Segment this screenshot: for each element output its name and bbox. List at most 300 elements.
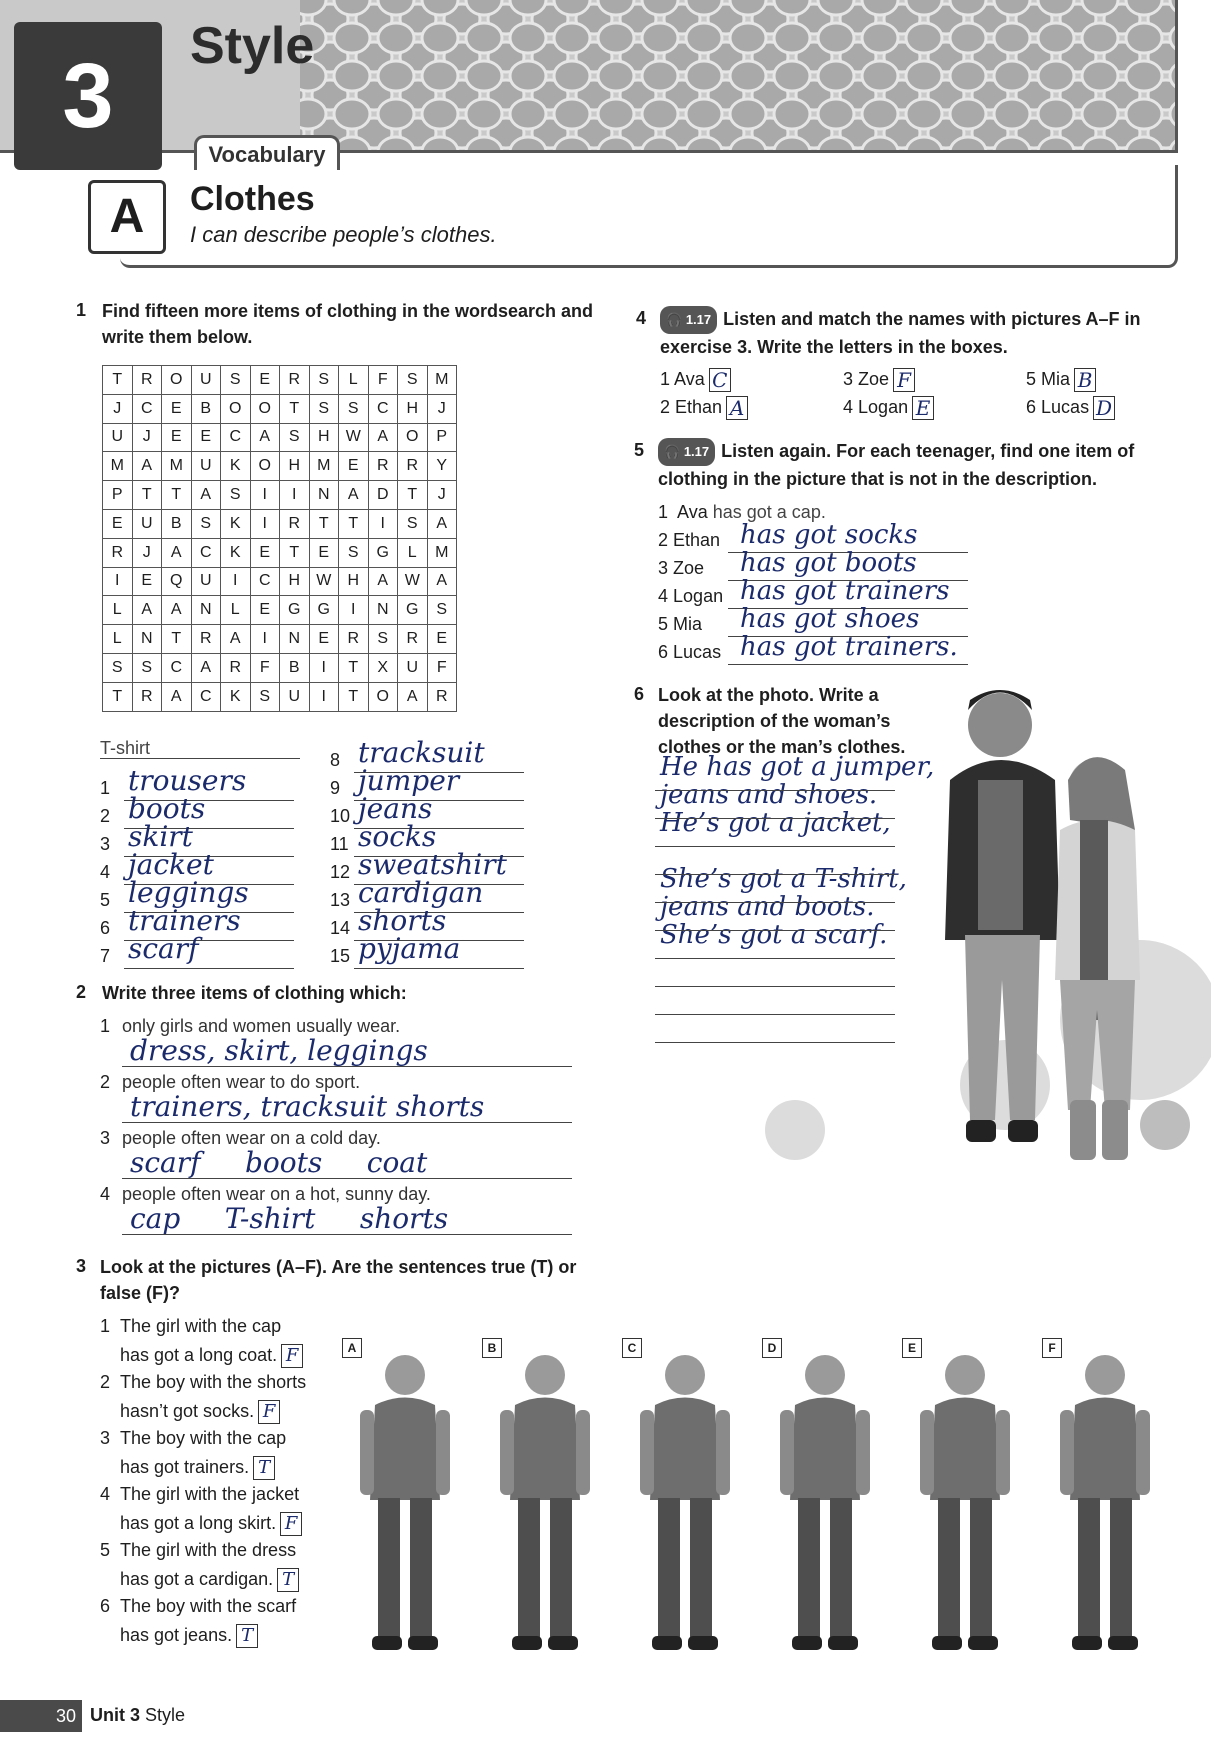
- footer-unit-label: Unit 3: [90, 1705, 141, 1725]
- wordsearch-cell[interactable]: I: [221, 567, 251, 596]
- ex1-answer-number: 15: [330, 946, 351, 966]
- wordsearch-cell[interactable]: S: [132, 653, 162, 682]
- wordsearch-cell[interactable]: E: [309, 625, 339, 654]
- wordsearch-cell[interactable]: J: [132, 538, 162, 567]
- ex1-answer-line[interactable]: [354, 968, 524, 969]
- ex1-answer-number: 3: [100, 834, 111, 854]
- ex3-item-number: 5: [100, 1540, 111, 1560]
- wordsearch-cell[interactable]: I: [368, 509, 398, 538]
- ex4-number: 4: [636, 308, 647, 328]
- ex1-number: 1: [76, 300, 87, 320]
- ex1-instruction: Find fifteen more items of clothing in the wordsearch and write them below.: [102, 301, 594, 347]
- ex6-answer-text: She’s got a scarf.: [660, 920, 888, 950]
- ex3-item-line2: [120, 1344, 303, 1368]
- figure-person: [490, 1340, 600, 1660]
- wordsearch-cell[interactable]: T: [280, 394, 310, 423]
- wordsearch-cell[interactable]: A: [191, 653, 221, 682]
- wordsearch-row: [103, 394, 457, 423]
- ex3-item-line1: The girl with the jacket: [120, 1484, 300, 1504]
- wordsearch-cell[interactable]: A: [191, 481, 221, 510]
- wordsearch-cell[interactable]: E: [309, 538, 339, 567]
- ex2-item-answer: trainers, tracksuit shorts: [130, 1090, 485, 1123]
- wordsearch-cell[interactable]: C: [368, 394, 398, 423]
- wordsearch-cell[interactable]: S: [427, 596, 457, 625]
- ex2-item-number: 3: [100, 1128, 111, 1148]
- wordsearch-cell[interactable]: O: [368, 682, 398, 711]
- wordsearch-cell[interactable]: A: [162, 682, 192, 711]
- wordsearch-cell[interactable]: G: [280, 596, 310, 625]
- wordsearch-cell[interactable]: G: [398, 596, 428, 625]
- wordsearch-row: [103, 538, 457, 567]
- ex3-item-number: 6: [100, 1596, 111, 1616]
- ex4-instruction: Listen and match the names with pictures A–F in exercise 3. Write the letters in the boxes.: [660, 309, 1141, 358]
- wordsearch-cell[interactable]: Y: [427, 452, 457, 481]
- wordsearch-cell[interactable]: I: [280, 481, 310, 510]
- ex4-item: [1026, 368, 1096, 392]
- ex5-item-number: 2: [658, 530, 669, 550]
- unit-number-box: 3: [14, 22, 162, 170]
- wordsearch-cell[interactable]: H: [339, 567, 369, 596]
- ex1-answer-text: sweatshirt: [358, 848, 507, 881]
- ex4-item-name: Zoe: [858, 368, 890, 389]
- ex2-item-number: 1: [100, 1016, 111, 1036]
- ex1-answer-line[interactable]: [124, 968, 294, 969]
- wordsearch-cell[interactable]: T: [103, 366, 133, 395]
- wordsearch-cell[interactable]: M: [427, 538, 457, 567]
- wordsearch-cell[interactable]: M: [309, 452, 339, 481]
- wordsearch-cell[interactable]: K: [221, 452, 251, 481]
- ex5-item: [658, 614, 702, 635]
- ex6-answer-line[interactable]: [655, 930, 895, 931]
- wordsearch-cell[interactable]: W: [339, 423, 369, 452]
- wordsearch-cell[interactable]: B: [191, 394, 221, 423]
- wordsearch-cell[interactable]: T: [339, 682, 369, 711]
- ex5-example-number: 1: [658, 502, 669, 522]
- ex5-item-name: Logan: [673, 586, 724, 606]
- wordsearch-cell[interactable]: H: [280, 452, 310, 481]
- ex2-item-number: 2: [100, 1072, 111, 1092]
- ex3-number: 3: [76, 1256, 87, 1276]
- figure-label: C: [622, 1338, 642, 1358]
- ex5-example-text: has got a cap.: [712, 502, 826, 522]
- ex1-answer-text: scarf: [128, 932, 199, 965]
- wordsearch-cell[interactable]: S: [250, 682, 280, 711]
- wordsearch-cell[interactable]: S: [221, 366, 251, 395]
- wordsearch-cell[interactable]: A: [339, 481, 369, 510]
- lesson-title: Clothes: [190, 180, 315, 218]
- wordsearch-cell[interactable]: A: [162, 596, 192, 625]
- wordsearch-cell[interactable]: A: [250, 423, 280, 452]
- wordsearch-cell[interactable]: R: [427, 682, 457, 711]
- ex1-answer-text: socks: [358, 820, 437, 853]
- wordsearch-cell[interactable]: U: [398, 653, 428, 682]
- ex4-item-name: Mia: [1041, 368, 1071, 389]
- wordsearch-cell[interactable]: S: [339, 394, 369, 423]
- wordsearch-cell[interactable]: S: [103, 653, 133, 682]
- wordsearch-cell[interactable]: Q: [162, 567, 192, 596]
- ex4-answer-box[interactable]: F: [893, 368, 915, 392]
- ex6-answer-line[interactable]: [655, 1014, 895, 1015]
- wordsearch-cell[interactable]: E: [132, 567, 162, 596]
- ex6-instruction: Look at the photo. Write a description of the woman’s clothes or the man’s clothes.: [658, 685, 906, 757]
- ex5-item-answer: has got boots: [740, 548, 917, 578]
- ex3-item-text: has got a long skirt.: [120, 1512, 277, 1533]
- ex1-answer-text: jumper: [358, 764, 460, 797]
- ex6-answer-line[interactable]: [655, 790, 895, 791]
- wordsearch-cell[interactable]: R: [191, 625, 221, 654]
- ex2-answer-line[interactable]: [122, 1066, 572, 1067]
- ex5-item-answer: has got shoes: [740, 604, 920, 634]
- wordsearch-cell[interactable]: F: [427, 653, 457, 682]
- wordsearch-cell[interactable]: L: [398, 538, 428, 567]
- ex1-answer-number: 4: [100, 862, 111, 882]
- wordsearch-cell[interactable]: E: [162, 423, 192, 452]
- ex6-answer-text: He’s got a jacket,: [660, 808, 891, 838]
- ex2-item-prompt: people often wear on a cold day.: [122, 1128, 381, 1148]
- ex6-answer-text: jeans and shoes.: [660, 780, 878, 810]
- ex5-item-name: Ethan: [673, 530, 721, 550]
- ex5-item: [658, 586, 723, 607]
- ex4-item: [1026, 396, 1115, 420]
- ex4-answer-box[interactable]: B: [1074, 368, 1096, 392]
- figure-label: B: [482, 1338, 502, 1358]
- audio-icon[interactable]: 🎧 1.17: [658, 438, 715, 466]
- wordsearch-cell[interactable]: E: [339, 452, 369, 481]
- wordsearch-cell[interactable]: R: [280, 509, 310, 538]
- wordsearch-row: [103, 366, 457, 395]
- ex3-item-number: 4: [100, 1484, 111, 1504]
- wordsearch-cell[interactable]: U: [132, 509, 162, 538]
- ex1-answer-number: 7: [100, 946, 111, 966]
- wordsearch-cell[interactable]: K: [221, 682, 251, 711]
- wordsearch-cell[interactable]: P: [103, 481, 133, 510]
- unit-header-banner: [0, 0, 1178, 153]
- wordsearch-cell[interactable]: T: [309, 509, 339, 538]
- wordsearch-cell[interactable]: O: [221, 394, 251, 423]
- ex2-answer-line[interactable]: [122, 1178, 572, 1179]
- ex3-answer-box[interactable]: T: [236, 1624, 258, 1648]
- ex5-answer-line[interactable]: [728, 664, 968, 665]
- wordsearch-cell[interactable]: E: [250, 596, 280, 625]
- ex3-item-line2: [120, 1512, 302, 1536]
- figure-label: F: [1042, 1338, 1062, 1358]
- wordsearch-cell[interactable]: N: [280, 625, 310, 654]
- wordsearch-cell[interactable]: T: [339, 653, 369, 682]
- ex6-answer-line[interactable]: [655, 902, 895, 903]
- ex2-answer-line[interactable]: [122, 1234, 572, 1235]
- wordsearch-cell[interactable]: G: [309, 596, 339, 625]
- scale-pattern: [0, 0, 1175, 150]
- lesson-subtitle: I can describe people’s clothes.: [190, 222, 497, 247]
- ex5-audio-track: 1.17: [683, 444, 710, 460]
- ex5-item: [658, 530, 720, 551]
- wordsearch-cell[interactable]: R: [398, 452, 428, 481]
- wordsearch-cell[interactable]: D: [368, 481, 398, 510]
- wordsearch-cell[interactable]: U: [191, 452, 221, 481]
- wordsearch-cell[interactable]: J: [427, 394, 457, 423]
- wordsearch-cell[interactable]: T: [103, 682, 133, 711]
- wordsearch-grid: [102, 365, 457, 712]
- wordsearch-cell[interactable]: N: [191, 596, 221, 625]
- ex3-item-text: has got a cardigan.: [120, 1568, 274, 1589]
- wordsearch-cell[interactable]: A: [427, 567, 457, 596]
- ex5-item: [658, 642, 721, 663]
- ex1-answer-number: 14: [330, 918, 351, 938]
- wordsearch-cell[interactable]: N: [309, 481, 339, 510]
- ex1-answer-text: pyjama: [358, 932, 461, 965]
- ex1-answer-number: 9: [330, 778, 341, 798]
- wordsearch-cell[interactable]: S: [280, 423, 310, 452]
- ex1-answer-text: jacket: [128, 848, 214, 881]
- wordsearch-cell[interactable]: E: [427, 625, 457, 654]
- ex4-item-name: Ava: [674, 368, 705, 389]
- wordsearch-cell[interactable]: I: [309, 653, 339, 682]
- wordsearch-cell[interactable]: L: [221, 596, 251, 625]
- ex6-answer-text: He has got a jumper,: [660, 752, 935, 782]
- ex6-answer-line[interactable]: [655, 846, 895, 847]
- wordsearch-cell[interactable]: O: [250, 452, 280, 481]
- ex5-item: [658, 558, 704, 579]
- wordsearch-cell[interactable]: O: [250, 394, 280, 423]
- ex5-instruction: Listen again. For each teenager, find one item of clothing in the picture that is not in the description.: [658, 441, 1135, 490]
- ex1-example-line: [100, 758, 300, 759]
- ex4-item-number: 4: [843, 396, 854, 417]
- ex3-item-line1: The boy with the cap: [120, 1428, 287, 1448]
- figure-person: [770, 1340, 880, 1660]
- wordsearch-cell[interactable]: E: [191, 423, 221, 452]
- wordsearch-cell[interactable]: U: [103, 423, 133, 452]
- wordsearch-cell[interactable]: O: [398, 423, 428, 452]
- couple-photo: [930, 680, 1155, 1200]
- wordsearch-cell[interactable]: W: [309, 567, 339, 596]
- ex6-answer-line[interactable]: [655, 986, 895, 987]
- wordsearch-cell[interactable]: T: [162, 481, 192, 510]
- wordsearch-cell[interactable]: K: [221, 509, 251, 538]
- ex2-item-prompt: people often wear on a hot, sunny day.: [122, 1184, 431, 1204]
- ex1-answer-text: cardigan: [358, 876, 484, 909]
- ex5-item-number: 3: [658, 558, 669, 578]
- wordsearch-cell[interactable]: M: [162, 452, 192, 481]
- wordsearch-cell[interactable]: T: [132, 481, 162, 510]
- ex4-item: [843, 368, 915, 392]
- wordsearch-cell[interactable]: E: [103, 509, 133, 538]
- wordsearch-cell[interactable]: T: [398, 481, 428, 510]
- wordsearch-cell[interactable]: U: [280, 682, 310, 711]
- figure-person: [350, 1340, 460, 1660]
- ex3-item-line1: The girl with the cap: [120, 1316, 282, 1336]
- ex4-item-number: 3: [843, 368, 854, 389]
- wordsearch-cell[interactable]: S: [309, 366, 339, 395]
- ex2-item-prompt: only girls and women usually wear.: [122, 1016, 401, 1036]
- ex1-answer-text: leggings: [128, 876, 249, 909]
- wordsearch-row: [103, 481, 457, 510]
- wordsearch-cell[interactable]: S: [398, 509, 428, 538]
- ex3-answer-box[interactable]: T: [253, 1456, 275, 1480]
- wordsearch-cell[interactable]: T: [162, 625, 192, 654]
- ex4-answer-box[interactable]: E: [912, 396, 934, 420]
- wordsearch-cell[interactable]: A: [132, 452, 162, 481]
- wordsearch-cell[interactable]: O: [162, 366, 192, 395]
- ex3-answer-box[interactable]: F: [280, 1512, 302, 1536]
- ex1-answer-number: 8: [330, 750, 341, 770]
- ex3-answer-box[interactable]: F: [258, 1400, 280, 1424]
- wordsearch-cell[interactable]: S: [221, 481, 251, 510]
- wordsearch-cell[interactable]: H: [280, 567, 310, 596]
- page-number: 30: [0, 1700, 82, 1732]
- ex3-item-line2: [120, 1456, 275, 1480]
- figure-label: D: [762, 1338, 782, 1358]
- wordsearch-cell[interactable]: R: [221, 653, 251, 682]
- wordsearch-cell[interactable]: G: [368, 538, 398, 567]
- wordsearch-cell[interactable]: H: [398, 394, 428, 423]
- wordsearch-cell[interactable]: T: [339, 509, 369, 538]
- wordsearch-cell[interactable]: R: [339, 625, 369, 654]
- footer-unit: [90, 1705, 185, 1726]
- wordsearch-cell[interactable]: R: [368, 452, 398, 481]
- ex1-answer-text: jeans: [358, 792, 433, 825]
- wordsearch-cell[interactable]: H: [309, 423, 339, 452]
- ex4-answer-box[interactable]: A: [726, 396, 748, 420]
- wordsearch-cell[interactable]: I: [309, 682, 339, 711]
- wordsearch-cell[interactable]: P: [427, 423, 457, 452]
- wordsearch-cell[interactable]: S: [309, 394, 339, 423]
- wordsearch-cell[interactable]: S: [339, 538, 369, 567]
- wordsearch-cell[interactable]: X: [368, 653, 398, 682]
- wordsearch-cell[interactable]: I: [250, 625, 280, 654]
- wordsearch-cell[interactable]: M: [427, 366, 457, 395]
- wordsearch-cell[interactable]: J: [132, 423, 162, 452]
- ex4-item-name: Lucas: [1041, 396, 1090, 417]
- wordsearch-cell[interactable]: C: [250, 567, 280, 596]
- wordsearch-row: [103, 625, 457, 654]
- ex3-item-number: 2: [100, 1372, 111, 1392]
- wordsearch-cell[interactable]: W: [398, 567, 428, 596]
- figure-person: [1050, 1340, 1160, 1660]
- figure-label: A: [342, 1338, 362, 1358]
- ex1-answer-text: tracksuit: [358, 736, 485, 769]
- wordsearch-cell[interactable]: R: [398, 625, 428, 654]
- ex1-answer-text: trousers: [128, 764, 247, 797]
- ex4-item-number: 2: [660, 396, 671, 417]
- wordsearch-cell[interactable]: C: [191, 538, 221, 567]
- wordsearch-cell[interactable]: A: [368, 567, 398, 596]
- wordsearch-cell[interactable]: A: [132, 596, 162, 625]
- ex5-item-number: 5: [658, 614, 669, 634]
- wordsearch-cell[interactable]: K: [221, 538, 251, 567]
- wordsearch-cell[interactable]: R: [132, 682, 162, 711]
- ex6-number: 6: [634, 684, 645, 704]
- wordsearch-cell[interactable]: I: [250, 481, 280, 510]
- wordsearch-cell[interactable]: I: [339, 596, 369, 625]
- wordsearch-cell[interactable]: F: [368, 366, 398, 395]
- wordsearch-cell[interactable]: U: [191, 567, 221, 596]
- wordsearch-row: [103, 653, 457, 682]
- figure-person: [910, 1340, 1020, 1660]
- wordsearch-cell[interactable]: S: [398, 366, 428, 395]
- wordsearch-cell[interactable]: J: [427, 481, 457, 510]
- wordsearch-cell[interactable]: C: [162, 653, 192, 682]
- ex4-answer-box[interactable]: C: [709, 368, 731, 392]
- wordsearch-cell[interactable]: F: [250, 653, 280, 682]
- wordsearch-cell[interactable]: R: [103, 538, 133, 567]
- wordsearch-cell[interactable]: M: [103, 452, 133, 481]
- ex1-answer-number: 5: [100, 890, 111, 910]
- wordsearch-cell[interactable]: L: [339, 366, 369, 395]
- wordsearch-cell[interactable]: R: [132, 366, 162, 395]
- wordsearch-cell[interactable]: N: [132, 625, 162, 654]
- ex6-answer-line[interactable]: [655, 1042, 895, 1043]
- ex5-item-answer: has got socks: [740, 520, 918, 550]
- wordsearch-cell[interactable]: S: [191, 509, 221, 538]
- ex3-item-text: has got a long coat.: [120, 1344, 278, 1365]
- wordsearch-cell[interactable]: E: [250, 538, 280, 567]
- wordsearch-cell[interactable]: U: [191, 366, 221, 395]
- wordsearch-cell[interactable]: A: [221, 625, 251, 654]
- ex4-item: [660, 396, 748, 420]
- wordsearch-cell[interactable]: E: [250, 366, 280, 395]
- ex6-answer-line[interactable]: [655, 874, 895, 875]
- wordsearch-cell[interactable]: T: [280, 538, 310, 567]
- ex2-item-answer: dress, skirt, leggings: [130, 1034, 428, 1067]
- ex5-number: 5: [634, 440, 645, 460]
- wordsearch-cell[interactable]: R: [280, 366, 310, 395]
- wordsearch-cell[interactable]: A: [162, 538, 192, 567]
- ex4-answer-box[interactable]: D: [1093, 396, 1115, 420]
- ex6-answer-line[interactable]: [655, 818, 895, 819]
- wordsearch-cell[interactable]: I: [103, 567, 133, 596]
- ex5-item-number: 6: [658, 642, 669, 662]
- wordsearch-cell[interactable]: L: [103, 596, 133, 625]
- wordsearch-cell[interactable]: B: [280, 653, 310, 682]
- ex1-answer-text: skirt: [128, 820, 193, 853]
- wordsearch-cell[interactable]: B: [162, 509, 192, 538]
- ex2-item-number: 4: [100, 1184, 111, 1204]
- wordsearch-cell[interactable]: E: [162, 394, 192, 423]
- ex3-answer-box[interactable]: T: [277, 1568, 299, 1592]
- wordsearch-cell[interactable]: A: [368, 423, 398, 452]
- ex6-answer-text: jeans and boots.: [660, 892, 875, 922]
- wordsearch-cell[interactable]: A: [427, 509, 457, 538]
- wordsearch-row: [103, 452, 457, 481]
- ex3-item-line1: The boy with the scarf: [120, 1596, 297, 1616]
- section-tab: Vocabulary: [194, 135, 340, 170]
- ex4-audio-track: 1.17: [685, 312, 712, 328]
- wordsearch-cell[interactable]: J: [103, 394, 133, 423]
- audio-icon[interactable]: 🎧 1.17: [660, 306, 717, 334]
- ex2-instruction: Write three items of clothing which:: [102, 983, 407, 1003]
- ex4-item-number: 1: [660, 368, 671, 389]
- wordsearch-cell[interactable]: C: [191, 682, 221, 711]
- ex4-item-number: 5: [1026, 368, 1037, 389]
- ex2-item-prompt: people often wear to do sport.: [122, 1072, 361, 1092]
- wordsearch-cell[interactable]: S: [368, 625, 398, 654]
- wordsearch-cell[interactable]: C: [132, 394, 162, 423]
- ex3-item-line1: The boy with the shorts: [120, 1372, 307, 1392]
- wordsearch-row: [103, 509, 457, 538]
- figure-label: E: [902, 1338, 922, 1358]
- ex3-answer-box[interactable]: F: [281, 1344, 303, 1368]
- wordsearch-cell[interactable]: A: [398, 682, 428, 711]
- ex2-number: 2: [76, 982, 87, 1002]
- wordsearch-cell[interactable]: C: [221, 423, 251, 452]
- ex2-answer-line[interactable]: [122, 1122, 572, 1123]
- wordsearch-cell[interactable]: N: [368, 596, 398, 625]
- ex3-item-text: has got jeans.: [120, 1624, 233, 1645]
- wordsearch-cell[interactable]: L: [103, 625, 133, 654]
- figure-person: [630, 1340, 740, 1660]
- wordsearch-cell[interactable]: I: [250, 509, 280, 538]
- ex6-answer-line[interactable]: [655, 958, 895, 959]
